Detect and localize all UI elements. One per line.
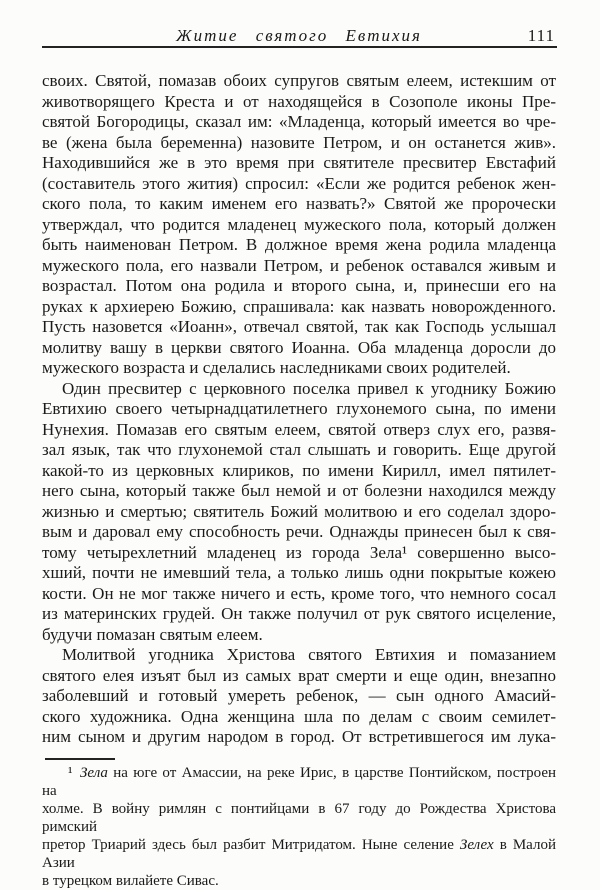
footnote-separator-rule [45,758,115,760]
text-segment: кости. Он не мог также ничего и есть, кроме того, что немного сосал [42,583,556,603]
text-line [42,666,556,687]
text-segment: жизнью и смертью; святитель Божий молитвою и его соделал здоро- [42,501,556,521]
text-line [42,71,556,92]
text-segment: быть наименован Петром. В должное время жена родила младенца [42,235,556,254]
text-segment: будучи помазан святым елеем. [42,624,263,644]
footnote-line [42,764,556,800]
text-line [42,317,556,338]
text-line [42,625,556,646]
text-segment: из материнских грудей. Он также получил от рук святого исцеление, [42,604,556,623]
text-line [42,645,556,666]
text-segment: тому четырехлетний младенец из города Зела¹ совершенно высо- [42,542,556,562]
text-line [42,584,556,605]
text-line [42,92,556,113]
text-segment: ве (жена была беременна) назовите Петром, и он останется жив». [42,132,556,152]
text-line [42,194,556,215]
italic-text: Зелех [459,837,494,853]
running-title: Житие святого Евтихия [176,26,422,45]
text-line [42,461,556,482]
italic-text: Зела [80,765,108,781]
text-segment: Евтихию своего четырнадцатилетнего глухонемого сына, по имени [42,399,556,418]
text-line [42,440,556,461]
text-line [42,153,556,174]
text-line [42,358,556,379]
text-line [42,256,556,277]
text-segment: Один пресвитер с церковного поселка привел к угоднику Божию [62,378,556,398]
text-segment: в турецком вилайете Сивас. [42,873,219,889]
text-segment: холме. В войну римлян с понтийцами в 67 году до Рождества Христова римский [42,801,556,835]
text-line [42,399,556,420]
text-segment: ним сыном и другим народом в город. От встретившегося им лука- [42,727,556,746]
text-line [42,297,556,318]
text-line [42,420,556,441]
text-segment: какой-то из церковных клириков, по имени Кирилл, имел пятилет- [42,460,556,480]
text-segment: заболевший и готовый умереть ребенок, — сын одного Амасий- [42,686,556,705]
text-line [42,379,556,400]
text-line [42,543,556,564]
page-header [42,26,556,46]
text-segment: зал язык, так что глухонемой стал слышать и говорить. Еще другой [42,440,556,459]
text-line [42,563,556,584]
header-rule [42,46,557,48]
text-line [42,112,556,133]
text-segment: ского пола, то каким именем его назвать?» Святой же пророчески [42,194,556,213]
text-segment: Молитвой угодника Христова святого Евтихия и помазанием [62,645,556,664]
text-line [42,481,556,502]
text-segment: на юге от Амассии, на реке Ирис, в царстве Понтийском, построен на [42,765,556,799]
text-segment: претор Триарий здесь был разбит Митридатом. Ныне селение [42,837,460,853]
text-segment: ¹ [68,765,80,781]
text-segment: своих. Святой, помазав обоих супругов святым елеем, истекшим от [42,71,556,90]
text-line [42,338,556,359]
text-line [42,235,556,256]
text-line [42,133,556,154]
footnote [42,764,556,890]
text-segment: святого елея изъят был из самых врат смерти и еще один, внезапно [42,665,556,685]
text-segment: в Малой Азии [42,837,556,871]
text-segment: ского художника. Одна женщина шла по делам с своим семилет- [42,706,556,726]
text-line [42,522,556,543]
text-segment: молитву вашу в церкви святого Иоанна. Оба младенца доросли до [42,337,556,357]
text-segment: мужеского пола, его назвали Петром, и ребенок оставался живым и [42,255,556,275]
text-segment: возрастал. Потом она родила и второго сына, и, принесши его на [42,276,556,295]
text-line [42,727,556,748]
text-segment: хший, почти не имевший тела, а только лишь одни покрытые кожею [42,563,556,582]
page-number: 111 [527,26,555,45]
body-text [42,71,556,748]
text-segment: него сына, который также был немой и от болезни находился между [42,481,556,500]
text-line [42,604,556,625]
text-line [42,215,556,236]
text-segment: животворящего Креста и от находящейся в Созополе иконы Пре- [42,91,556,111]
text-segment: Нунехия. Помазав его святым елеем, святой отверз слух его, развя- [42,419,556,439]
text-line [42,276,556,297]
text-line [42,686,556,707]
footnote-line [42,800,556,836]
text-line [42,502,556,523]
footnote-line [42,836,556,872]
text-line [42,707,556,728]
text-segment: руках к архиерею Божию, спрашивала: как назвать новорожденного. [42,296,556,316]
text-segment: Находившийся же в это время при святителе пресвитер Евстафий [42,153,556,172]
text-segment: утверждал, что родится младенец мужеского пола, который должен [42,214,556,234]
text-segment: (составитель этого жития) спросил: «Если же родится ребенок жен- [42,173,556,193]
text-segment: вым и даровал ему способность речи. Однажды принесен был к свя- [42,522,556,541]
text-segment: Пусть назовется «Иоанн», отвечал святой, так как Господь услышал [42,317,556,336]
text-line [42,174,556,195]
text-segment: святой Богородицы, сказал им: «Младенца, который имеется во чре- [42,112,556,131]
text-segment: мужеского возраста и сделались наследниками своих родителей. [42,358,511,377]
